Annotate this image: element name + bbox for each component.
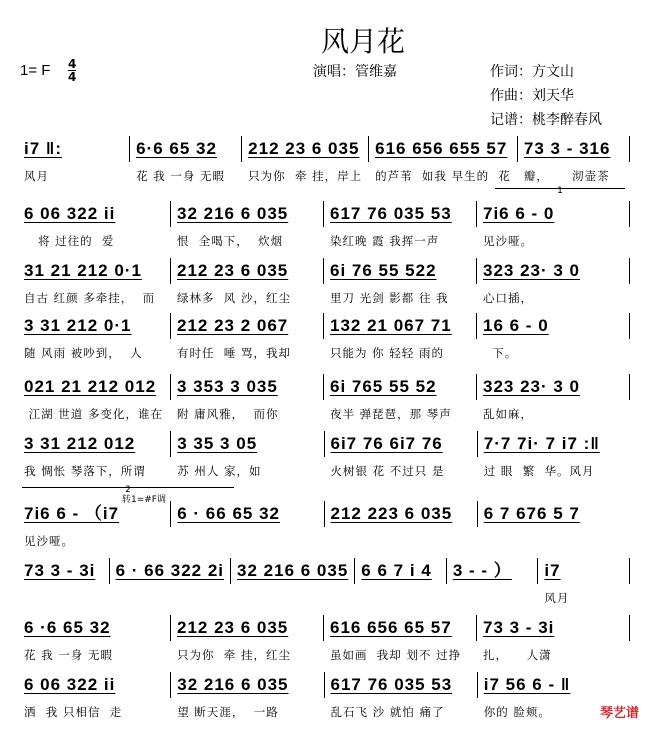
measure — [325, 501, 478, 527]
staff-row — [18, 201, 630, 248]
measure-notes: 6 · 66 65 32 — [177, 504, 280, 523]
measure-lyrics: 将 过往的 爱 — [24, 234, 115, 248]
staff-row — [18, 501, 630, 548]
measure — [171, 258, 324, 305]
measure-lyrics: 望 断天涯， 一路 — [177, 705, 279, 719]
measure-notes: 6 ·6 65 32 — [24, 618, 111, 637]
measure-notes: 6i 76 55 522 — [330, 261, 437, 280]
measure-notes: 16 6 - 0 — [483, 316, 549, 335]
measure — [171, 374, 324, 421]
measure-lyrics: 只为你 牵 挂，红尘 — [177, 648, 291, 662]
measure-notes: 3 31 212 012 — [24, 434, 136, 453]
measure-lyrics: 下。 — [483, 346, 518, 360]
measure-lyrics: 绿林多 风 沙，红尘 — [177, 291, 291, 305]
measure — [18, 258, 171, 305]
measure — [478, 431, 630, 478]
measure-notes: 323 23· 3 0 — [483, 377, 581, 396]
measure-lyrics: 心口插， — [483, 291, 533, 305]
measure-notes: 212 223 6 035 — [330, 504, 453, 523]
measure — [324, 374, 477, 421]
measure-lyrics: 附 庸风雅， 而你 — [177, 407, 279, 421]
song-title: 风月花 — [320, 25, 405, 58]
measure — [477, 201, 630, 248]
measure-notes: 212 23 6 035 — [248, 139, 360, 158]
measure — [324, 258, 477, 305]
staff-row — [18, 615, 630, 662]
measure — [477, 615, 630, 662]
measure-notes: i7 — [544, 561, 561, 580]
measure — [231, 558, 355, 584]
measure-notes: i7 56 6 - ‖ — [483, 675, 571, 694]
measure-lyrics: 虽如画 我却 划不 过挣 — [330, 648, 462, 662]
measure-notes: i7 ‖: — [24, 139, 63, 158]
measure — [171, 431, 324, 478]
measure-notes: 7i6 6 - （i7 — [24, 504, 120, 523]
measure — [18, 558, 110, 584]
measure — [171, 672, 324, 719]
measure — [538, 558, 630, 605]
measure-notes: 6 7 676 5 7 — [483, 504, 580, 523]
measure-notes: 32 216 6 035 — [237, 561, 349, 580]
measure — [18, 374, 171, 421]
measure-notes: 31 21 212 0·1 — [24, 261, 142, 280]
measure-lyrics: 江湖 世道 多变化，谁在 — [24, 407, 163, 421]
measure — [18, 672, 171, 719]
measure-lyrics: 里刀 光剑 影都 往 我 — [330, 291, 449, 305]
lyricist: 作词：方文山 — [490, 64, 574, 80]
measure-notes: 32 216 6 035 — [177, 675, 289, 694]
measure — [171, 501, 324, 527]
time-top: 4 — [68, 57, 77, 71]
measure-lyrics: 只能为 你 轻轻 雨的 — [330, 346, 444, 360]
measure — [110, 558, 231, 584]
measure-notes: 3 353 3 035 — [177, 377, 278, 396]
measure — [18, 201, 171, 248]
measure — [242, 136, 369, 183]
measure-notes: 617 76 035 53 — [330, 204, 452, 223]
measure-lyrics: 风月 — [24, 169, 49, 183]
measure — [171, 313, 324, 360]
measure-lyrics: 我 惆怅 琴落下，所谓 — [24, 464, 146, 478]
measure — [324, 313, 477, 360]
staff-row — [18, 374, 630, 421]
measure — [518, 136, 630, 183]
measure — [171, 615, 324, 662]
measure-lyrics: 瓣， 沏壶茶 — [523, 169, 610, 183]
measure-lyrics: 苏 州人 家，如 — [177, 464, 262, 478]
modulation-label: 转1=#F调 — [122, 495, 166, 505]
measure-notes: 3 35 3 05 — [177, 434, 258, 453]
volta-1: 1 — [495, 188, 625, 193]
measure-lyrics: 你的 脸颊。 — [483, 705, 551, 719]
measure — [18, 615, 171, 662]
measure — [477, 258, 630, 305]
measure — [324, 615, 477, 662]
measure — [477, 374, 630, 421]
measure-lyrics: 随 风雨 被吵到， 人 — [24, 346, 143, 360]
measure-notes: 6·6 65 32 — [136, 139, 217, 158]
measure-notes: 616 656 65 57 — [330, 618, 452, 637]
measure-lyrics: 扎， 人潇 — [483, 648, 552, 662]
logo: 琴艺谱 — [599, 706, 639, 721]
measure-lyrics: 洒 我 只相信 走 — [24, 705, 123, 719]
measure-lyrics: 恨 全喝下， 炊烟 — [177, 234, 284, 248]
measure-lyrics: 花 我 一身 无暇 — [136, 169, 226, 183]
measure-notes: 7·7 7i· 7 i7 :‖ — [483, 434, 600, 453]
measure — [130, 136, 242, 183]
measure — [477, 313, 630, 360]
measure-lyrics: 夜半 弹琵琶，那 琴声 — [330, 407, 452, 421]
measure-notes: 73 3 - 316 — [523, 139, 611, 158]
measure-notes: 6 6 7 i 4 — [361, 561, 432, 580]
measure-notes: 212 23 6 035 — [177, 618, 289, 637]
measure-lyrics: 见沙哑。 — [483, 234, 533, 248]
measure-notes: 617 76 035 53 — [330, 675, 453, 694]
measure-lyrics: 乱石飞 沙 就怕 痛了 — [330, 705, 445, 719]
measure — [18, 313, 171, 360]
measure — [18, 431, 171, 478]
measure-notes: 616 656 655 57 — [375, 139, 508, 158]
measure-lyrics: 花 我 一身 无暇 — [24, 648, 113, 662]
measure-lyrics: 只为你 牵 挂，岸上 — [248, 169, 363, 183]
measure — [18, 136, 130, 183]
measure-lyrics: 火树银 花 不过只 是 — [330, 464, 445, 478]
measure-notes: 7i6 6 - 0 — [483, 204, 555, 223]
measure-notes: 6i7 76 6i7 76 — [330, 434, 443, 453]
measure-notes: 212 23 2 067 — [177, 316, 289, 335]
measure-notes: 323 23· 3 0 — [483, 261, 581, 280]
measure — [18, 501, 171, 548]
measure-lyrics: 乱如麻， — [483, 407, 533, 421]
measure — [171, 201, 324, 248]
measure-notes: 3 31 212 0·1 — [24, 316, 132, 335]
measure — [478, 501, 630, 527]
measure — [369, 136, 518, 183]
measure-lyrics: 有时任 唾 骂，我却 — [177, 346, 291, 360]
volta-2: 2 — [22, 487, 234, 492]
singer: 演唱：管维嘉 — [313, 64, 397, 80]
measure — [324, 201, 477, 248]
measure-notes: 73 3 - 3i — [483, 618, 555, 637]
measure-lyrics: 的芦苇 如我 早生的 花 — [375, 169, 511, 183]
measure-lyrics: 风月 — [544, 591, 570, 605]
staff-row — [18, 136, 630, 183]
staff-row — [18, 558, 630, 605]
composer: 作曲：刘天华 — [490, 88, 574, 104]
measure-notes: 132 21 067 71 — [330, 316, 452, 335]
measure-notes: 6 06 322 ii — [24, 204, 116, 223]
staff-row — [18, 258, 630, 305]
transcriber: 记谱：桃李醉春风 — [490, 112, 602, 128]
measure-notes: 32 216 6 035 — [177, 204, 289, 223]
measure-notes: 3 - - ） — [452, 561, 512, 580]
measure-notes: 73 3 - 3i — [24, 561, 96, 580]
measure-lyrics: 过 眼 繁 华。风月 — [483, 464, 595, 478]
measure-notes: 6 06 322 ii — [24, 675, 116, 694]
time-signature — [68, 58, 76, 83]
measure — [447, 558, 539, 584]
measure-lyrics: 自古 红颜 多牵挂， 而 — [24, 291, 156, 305]
measure-notes: 6 · 66 322 2i — [115, 561, 225, 580]
measure-notes: 212 23 6 035 — [177, 261, 289, 280]
time-bottom: 4 — [68, 70, 77, 84]
staff-row — [18, 431, 630, 478]
measure — [325, 431, 478, 478]
measure-lyrics: 见沙哑。 — [24, 534, 74, 548]
measure — [355, 558, 447, 584]
staff-row — [18, 313, 630, 360]
measure-notes: 6i 765 55 52 — [330, 377, 437, 396]
measure-notes: 021 21 212 012 — [24, 377, 157, 396]
measure — [325, 672, 478, 719]
measure-lyrics: 染红晚 霞 我挥一声 — [330, 234, 440, 248]
key-signature: 1= F — [20, 62, 51, 79]
